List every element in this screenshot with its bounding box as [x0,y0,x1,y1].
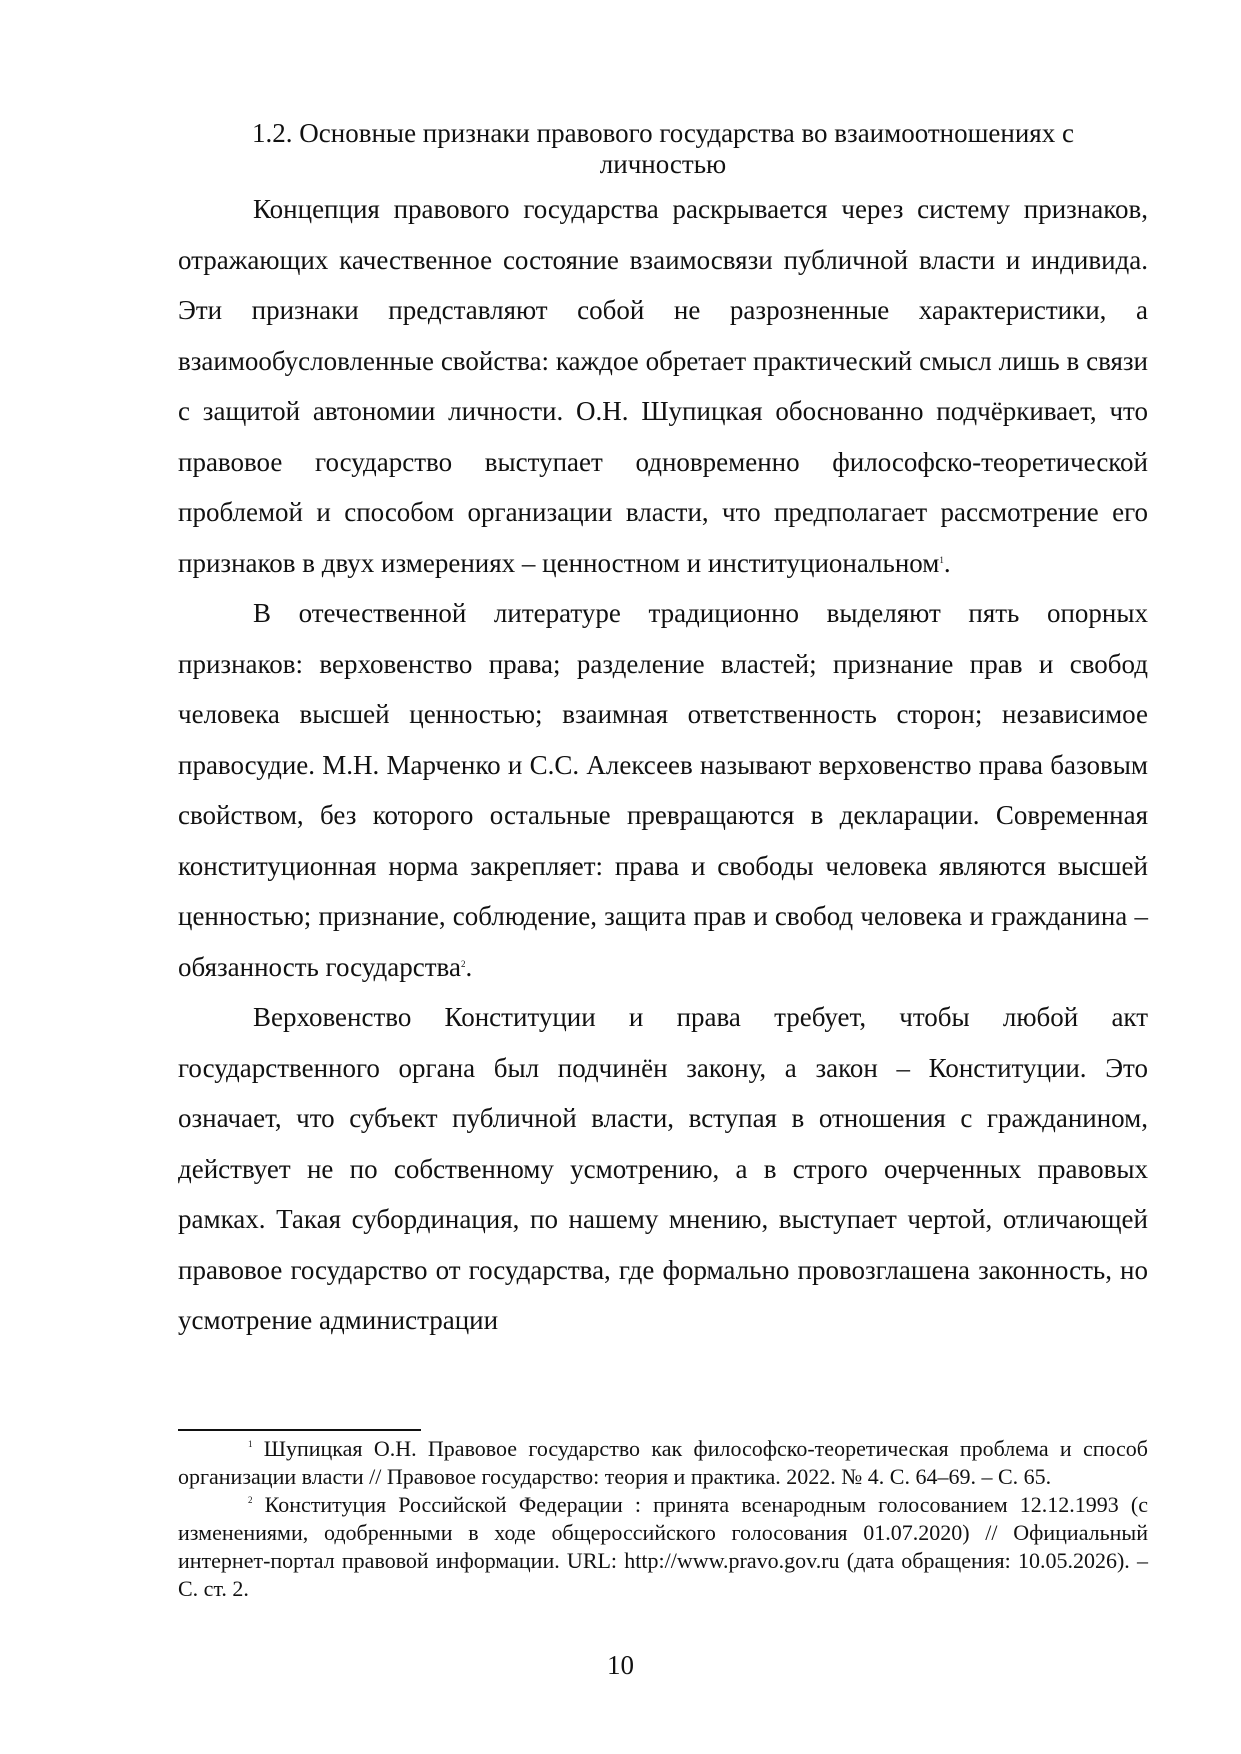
footnotes [178,1435,1148,1603]
footnote-ref-2[interactable]: 2 [460,958,466,969]
paragraph-text: Верховенство Конституции и права требует, чтобы любой акт государственного органа был подчинён закону, а закон – Конституции. Это означает, что субъект публичной власти, вступая в отношения с гражданином, действует не по собственному усмотрению, а в строго очерченных правовых рамках. Такая субординация, по нашему мнению, выступает чертой, отличающей правовое государство от государства, где формально провозглашена законность, но усмотрение администрации [178,1002,1148,1335]
paragraph-text: Концепция правового государства раскрывается через систему признаков, отражающих качественное состояние взаимосвязи публичной власти и индивида. Эти признаки представляют собой не разрозненные характеристики, а взаимообусловленные свойства: каждое обретает практический смысл лишь в связи с защитой автономии личности. О.Н. Шупицкая обоснованно подчёркивает, что правовое государство выступает одновременно философско-теоретической проблемой и способом организации власти, что предполагает рассмотрение его признаков в двух измерениях – ценностном и институциональном [178,194,1148,578]
page-number: 10 [607,1650,634,1680]
footnote-1 [178,1435,1148,1491]
paragraph-1 [178,184,1148,588]
section-heading: 1.2. Основные признаки правового государства во взаимоотношениях с личностью [252,118,1074,179]
footnote-text: Конституция Российской Федерации : принята всенародным голосованием 12.12.1993 (с изменениями, одобренными в ходе общероссийского голосования 01.07.2020) // Официальный интернет-портал правовой информации. URL: http://www.pravo.gov.ru (дата обращения: 10.05.2026). – С. ст. 2. [178,1492,1149,1601]
footnote-number: 2 [248,1495,253,1505]
footnote-separator [178,1429,421,1431]
paragraph-text: В отечественной литературе традиционно выделяют пять опорных признаков: верховенство права; разделение властей; признание прав и свобод человека высшей ценностью; взаимная ответственность сторон; независимое правосудие. М.Н. Марченко и С.С. Алексеев называют верховенство права базовым свойством, без которого остальные превращаются в декларации. Современная конституционная норма закрепляет: права и свободы человека являются высшей ценностью; признание, соблюдение, защита прав и свобод человека и гражданина – обязанность государства [178,598,1148,982]
paragraph-3 [178,992,1148,1346]
footnote-2 [178,1491,1148,1603]
page-body [178,118,1148,1346]
footnote-ref-1[interactable]: 1 [939,554,944,565]
footnote-text: Шупицкая О.Н. Правовое государство как философско-теоретическая проблема и способ организации власти // Правовое государство: теория и практика. 2022. № 4. С. 64–69. – С. 65. [178,1436,1148,1489]
paragraph-2 [178,588,1148,992]
paragraph-tail: . [943,547,951,578]
paragraph-tail: . [465,951,473,982]
footnote-number: 1 [248,1439,253,1449]
